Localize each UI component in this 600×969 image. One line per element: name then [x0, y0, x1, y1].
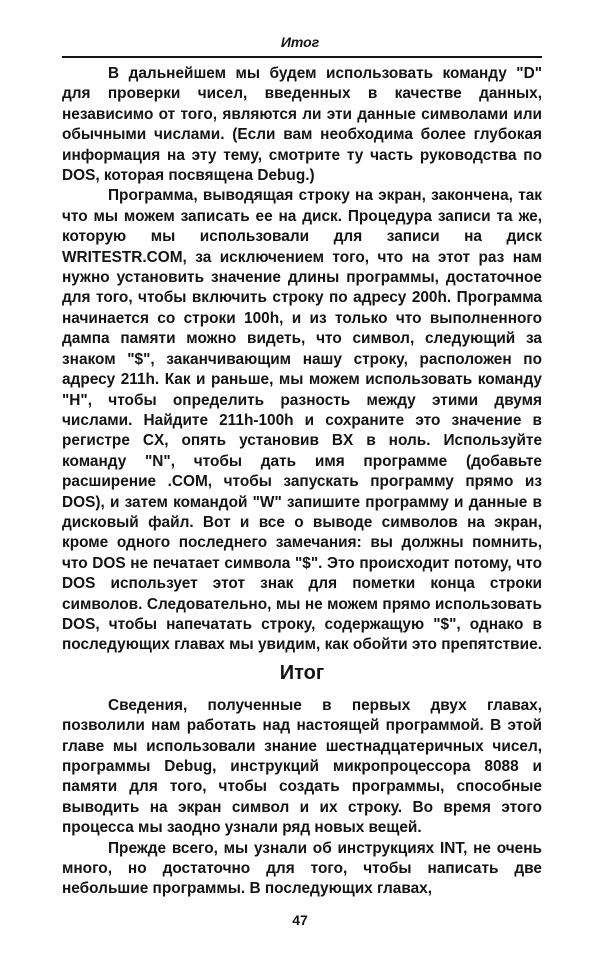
paragraph: В дальнейшем мы будем использовать команду "D" для проверки чисел, введенных в качестве данных, независимо от того, являются ли эти данные символами или обычными числами. (Если вам необходима более глубокая информация на эту тему, смотрите ту часть руководства по DOS, которая посвящена Debug.) [62, 65, 542, 185]
paragraph: Программа, выводящая строку на экран, закончена, так что мы можем записать ее на диск. Процедура записи та же, которую мы использовали для записи на диск WRITESTR.COM, за исключением того, что на этот раз нам нужно установить значение длины программы, достаточное для того, чтобы включить строку по адресу 200h. Программа начинается со строки 100h, и из только что выполненного дампа памяти можно видеть, что символ, следующий за знаком "$", заканчивающим нашу строку, расположен по адресу 211h. Как и раньше, мы можем использовать команду "H", чтобы определить разность между этими двумя числами. Найдите 211h-100h и сохраните это значение в регистре CX, опять установив BX в ноль. Используйте команду "N", чтобы дать имя программе (добавьте расширение .COM, чтобы запускать программу прямо из DOS), и затем командой "W" запишите программу и данные в дисковый файл. Вот и все о выводе символов на экран, кроме одного последнего замечания: вы должны помнить, что DOS не печатает символа "$". Это происходит потому, что DOS использует этот знак для пометки конца строки символов. Следовательно, мы не можем прямо использовать DOS, чтобы напечатать строку, содержащую "$", однако в последующих главах мы увидим, как обойти это препятствие. [62, 187, 542, 654]
body-text [62, 64, 542, 900]
paragraph: Сведения, полученные в первых двух главах, позволили нам работать над настоящей программой. В этой главе мы использовали знание шестнадцатеричных чисел, программы Debug, инструкций микропроцессора 8088 и памяти для того, чтобы создать программы, способные выводить на экран символ и их строку. Во время этого процесса мы заодно узнали ряд новых вещей. [62, 696, 542, 837]
section-title: Итог [279, 661, 325, 684]
paragraph: Прежде всего, мы узнали об инструкциях INT, не очень много, но достаточно для того, чтобы написать две небольшие программы. В последующих главах, [62, 839, 542, 898]
page-number: 47 [292, 912, 308, 928]
header-rule [62, 56, 542, 58]
running-head: Итог [280, 34, 320, 50]
